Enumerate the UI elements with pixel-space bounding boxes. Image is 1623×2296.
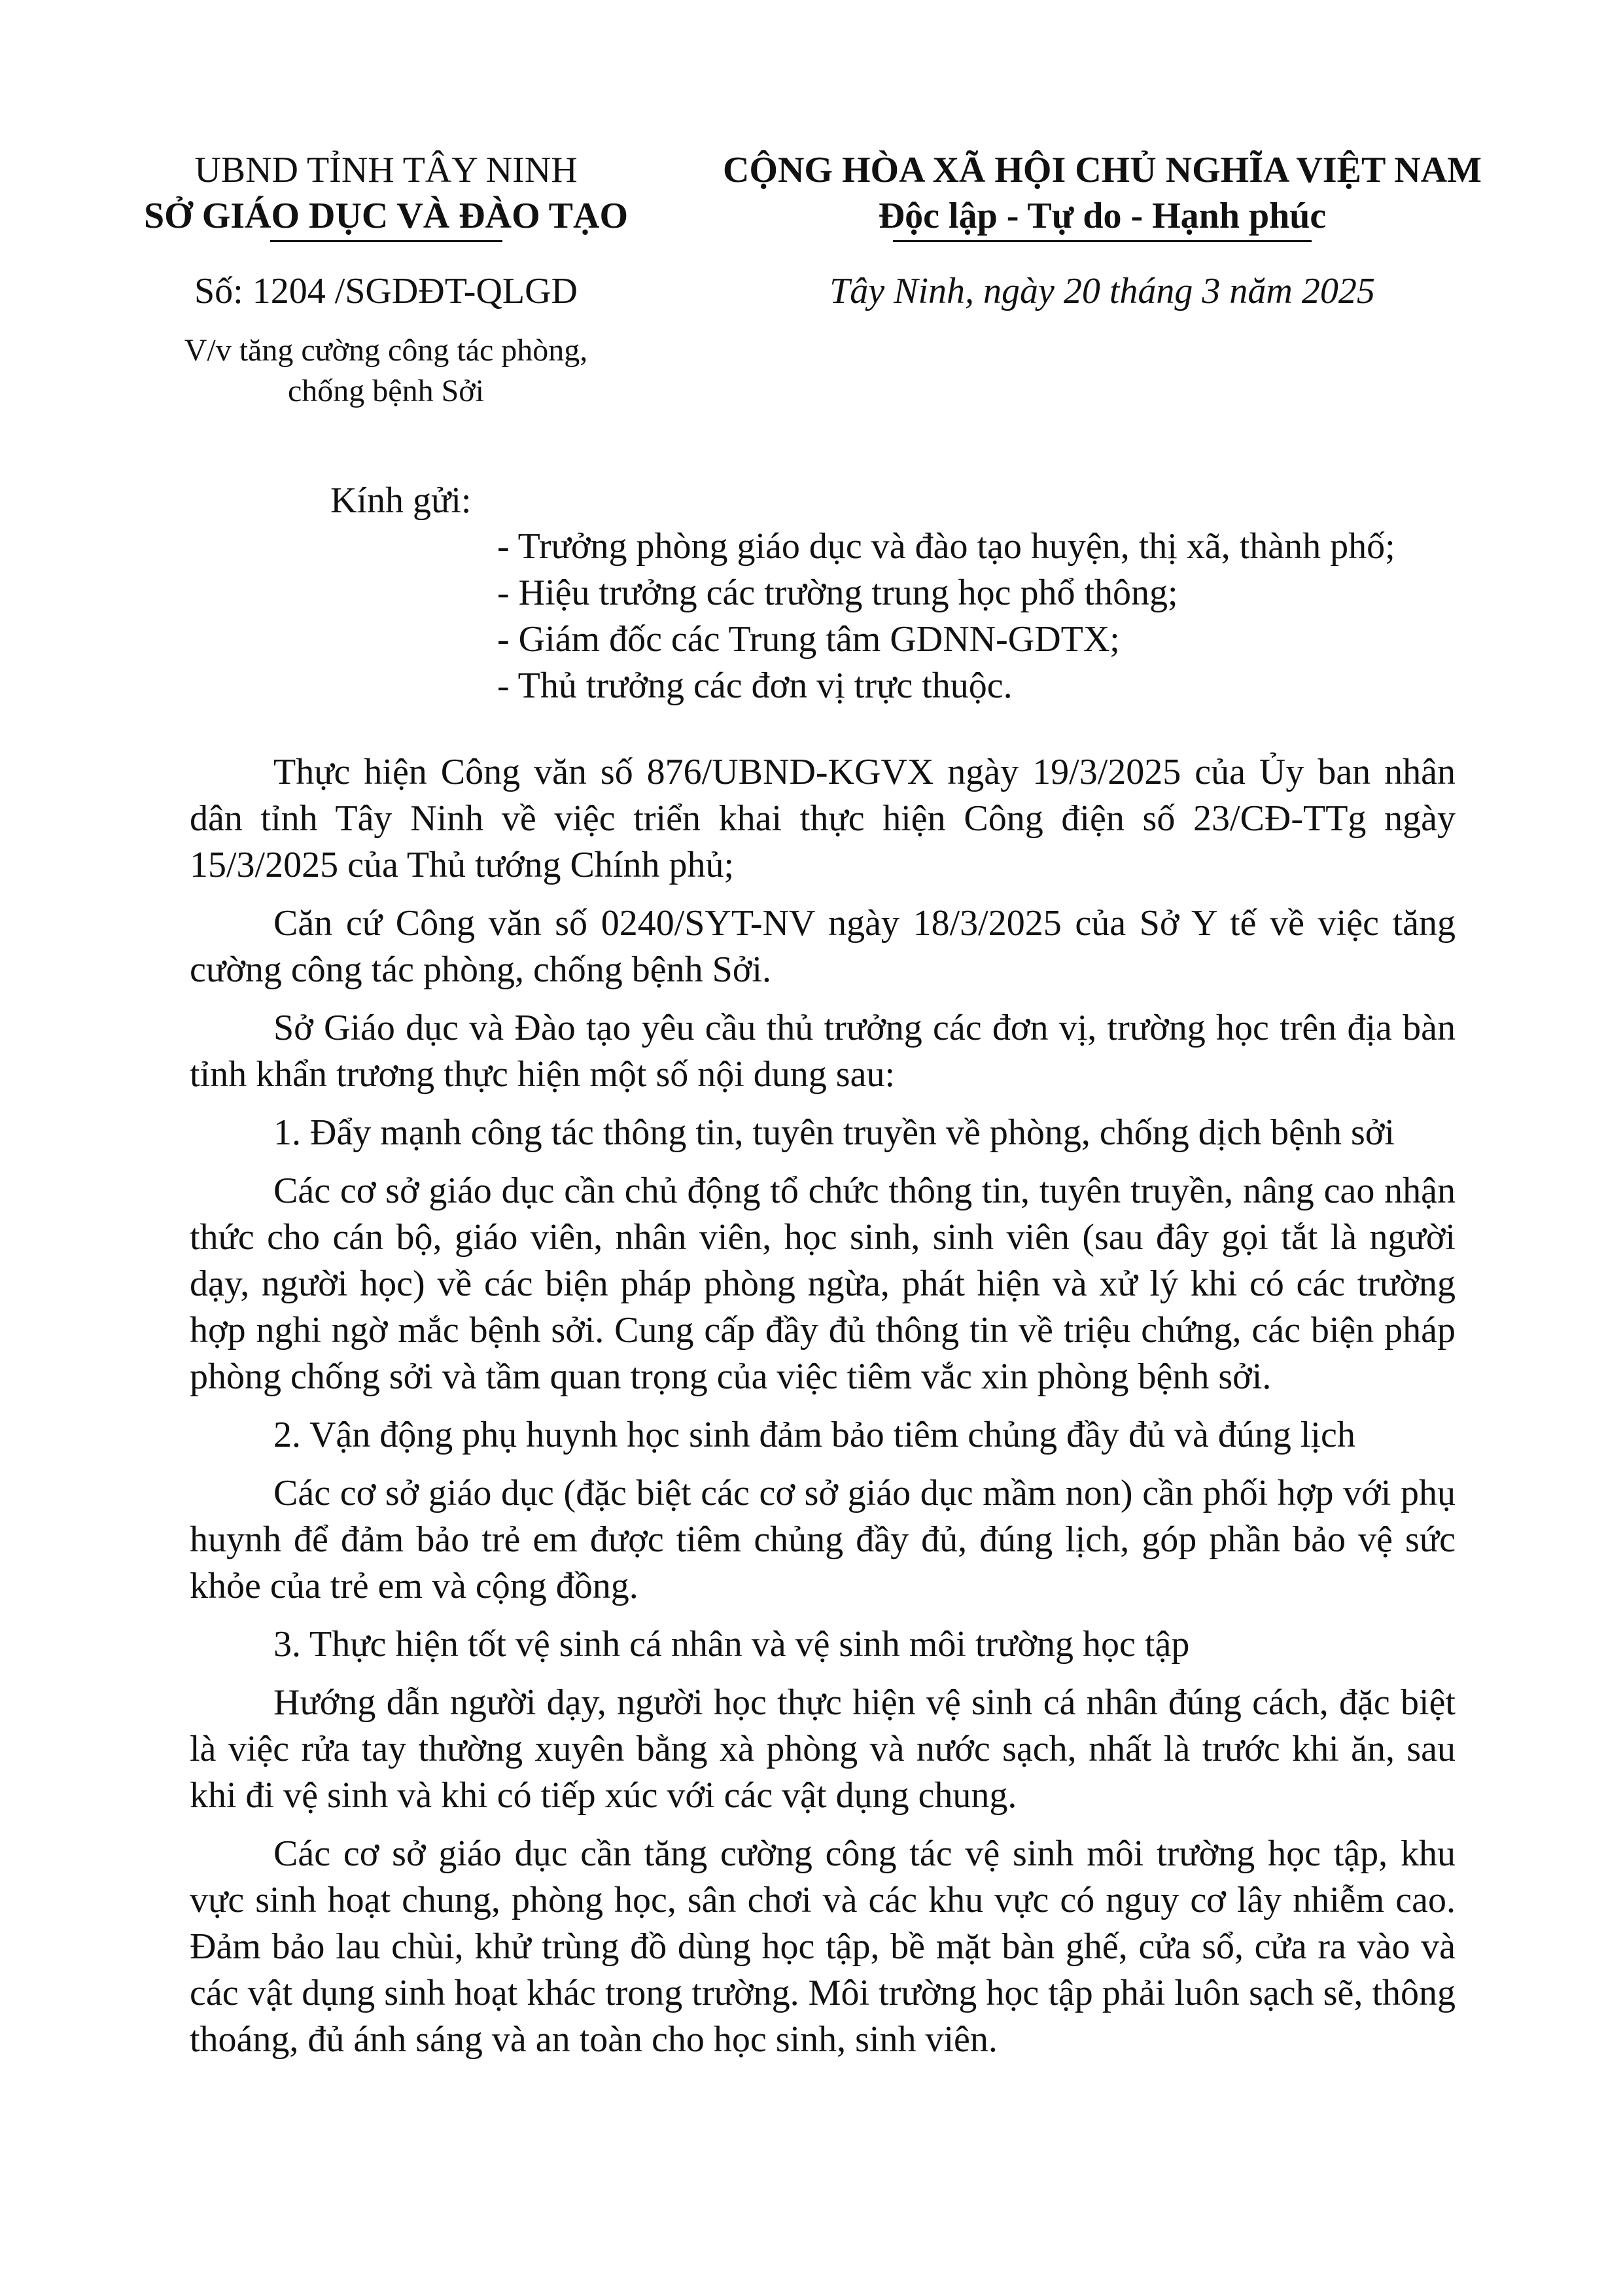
document-body <box>190 749 1456 2075</box>
body-paragraph: Căn cứ Công văn số 0240/SYT-NV ngày 18/3/2025 của Sở Y tế về việc tăng cường công tác phòng, chống bệnh Sởi. <box>190 903 1456 990</box>
section-heading-2: 2. Vận động phụ huynh học sinh đảm bảo tiêm chủng đầy đủ và đúng lịch <box>273 1415 1355 1455</box>
recipient-item: - Giám đốc các Trung tâm GDNN-GDTX; <box>497 619 1120 660</box>
body-paragraph: Các cơ sở giáo dục cần tăng cường công tác vệ sinh môi trường học tập, khu vực sinh hoạt chung, phòng học, sân chơi và các khu vực có nguy cơ lây nhiễm cao. Đảm bảo lau chùi, khử trùng đồ dùng học tập, bề mặt bàn ghế, cửa sổ, cửa ra vào và các vật dụng sinh hoạt khác trong trường. Môi trường học tập phải luôn sạch sẽ, thông thoáng, đủ ánh sáng và an toàn cho học sinh, sinh viên. <box>190 1833 1456 2060</box>
agency-name: UBND TỈNH TÂY NINH <box>194 150 578 190</box>
body-paragraph: Sở Giáo dục và Đào tạo yêu cầu thủ trưởng các đơn vị, trường học trên địa bàn tỉnh khẩn trương thực hiện một số nội dung sau: <box>190 1008 1456 1095</box>
section-heading-3: 3. Thực hiện tốt vệ sinh cá nhân và vệ sinh môi trường học tập <box>273 1624 1190 1665</box>
recipient-item: - Hiệu trưởng các trường trung học phổ thông; <box>497 573 1178 613</box>
national-title-block <box>693 147 1511 242</box>
recipient-item: - Trưởng phòng giáo dục và đào tạo huyện, thị xã, thành phố; <box>497 526 1395 567</box>
subject-line <box>118 330 654 412</box>
body-paragraph: Các cơ sở giáo dục cần chủ động tổ chức thông tin, tuyên truyền, nâng cao nhận thức cho cán bộ, giáo viên, nhân viên, học sinh, sinh viên (sau đây gọi tắt là người dạy, người học) về các biện pháp phòng ngừa, phát hiện và xử lý khi có các trường hợp nghi ngờ mắc bệnh sởi. Cung cấp đầy đủ thông tin về triệu chứng, các biện pháp phòng chống sởi và tầm quan trọng của việc tiêm vắc xin phòng bệnh sởi. <box>190 1171 1456 1397</box>
motto-underline <box>893 240 1312 242</box>
place-and-date: Tây Ninh, ngày 20 tháng 3 năm 2025 <box>829 271 1375 311</box>
body-paragraph: Hướng dẫn người dạy, người học thực hiện vệ sinh cá nhân đúng cách, đặc biệt là việc rửa tay thường xuyên bằng xà phòng và nước sạch, nhất là trước khi ăn, sau khi đi vệ sinh và khi có tiếp xúc với các vật dụng chung. <box>190 1682 1456 1816</box>
issuing-agency-block <box>118 147 654 242</box>
recipients-label: Kính gửi: <box>330 480 472 521</box>
subject-line-1: V/v tăng cường công tác phòng, <box>184 333 588 368</box>
department-name: SỞ GIÁO DỤC VÀ ĐÀO TẠO <box>143 196 629 236</box>
section-heading-1: 1. Đẩy mạnh công tác thông tin, tuyên truyền về phòng, chống dịch bệnh sởi <box>273 1112 1395 1153</box>
department-underline <box>270 240 502 242</box>
body-paragraph: Các cơ sở giáo dục (đặc biệt các cơ sở giáo dục mầm non) cần phối hợp với phụ huynh để đảm bảo trẻ em được tiêm chủng đầy đủ, đúng lịch, góp phần bảo vệ sức khỏe của trẻ em và cộng đồng. <box>190 1473 1456 1606</box>
recipient-item: - Thủ trưởng các đơn vị trực thuộc. <box>497 665 1013 706</box>
nation-title: CỘNG HÒA XÃ HỘI CHỦ NGHĨA VIỆT NAM <box>722 150 1482 190</box>
body-paragraph: Thực hiện Công văn số 876/UBND-KGVX ngày 19/3/2025 của Ủy ban nhân dân tỉnh Tây Ninh về việc triển khai thực hiện Công điện số 23/CĐ-TTg ngày 15/3/2025 của Thủ tướng Chính phủ; <box>190 752 1456 885</box>
national-motto: Độc lập - Tự do - Hạnh phúc <box>878 196 1327 236</box>
recipients-list <box>497 523 1395 709</box>
document-number: Số: 1204 /SGDĐT-QLGD <box>194 271 578 311</box>
subject-line-2: chống bệnh Sởi <box>287 374 485 408</box>
